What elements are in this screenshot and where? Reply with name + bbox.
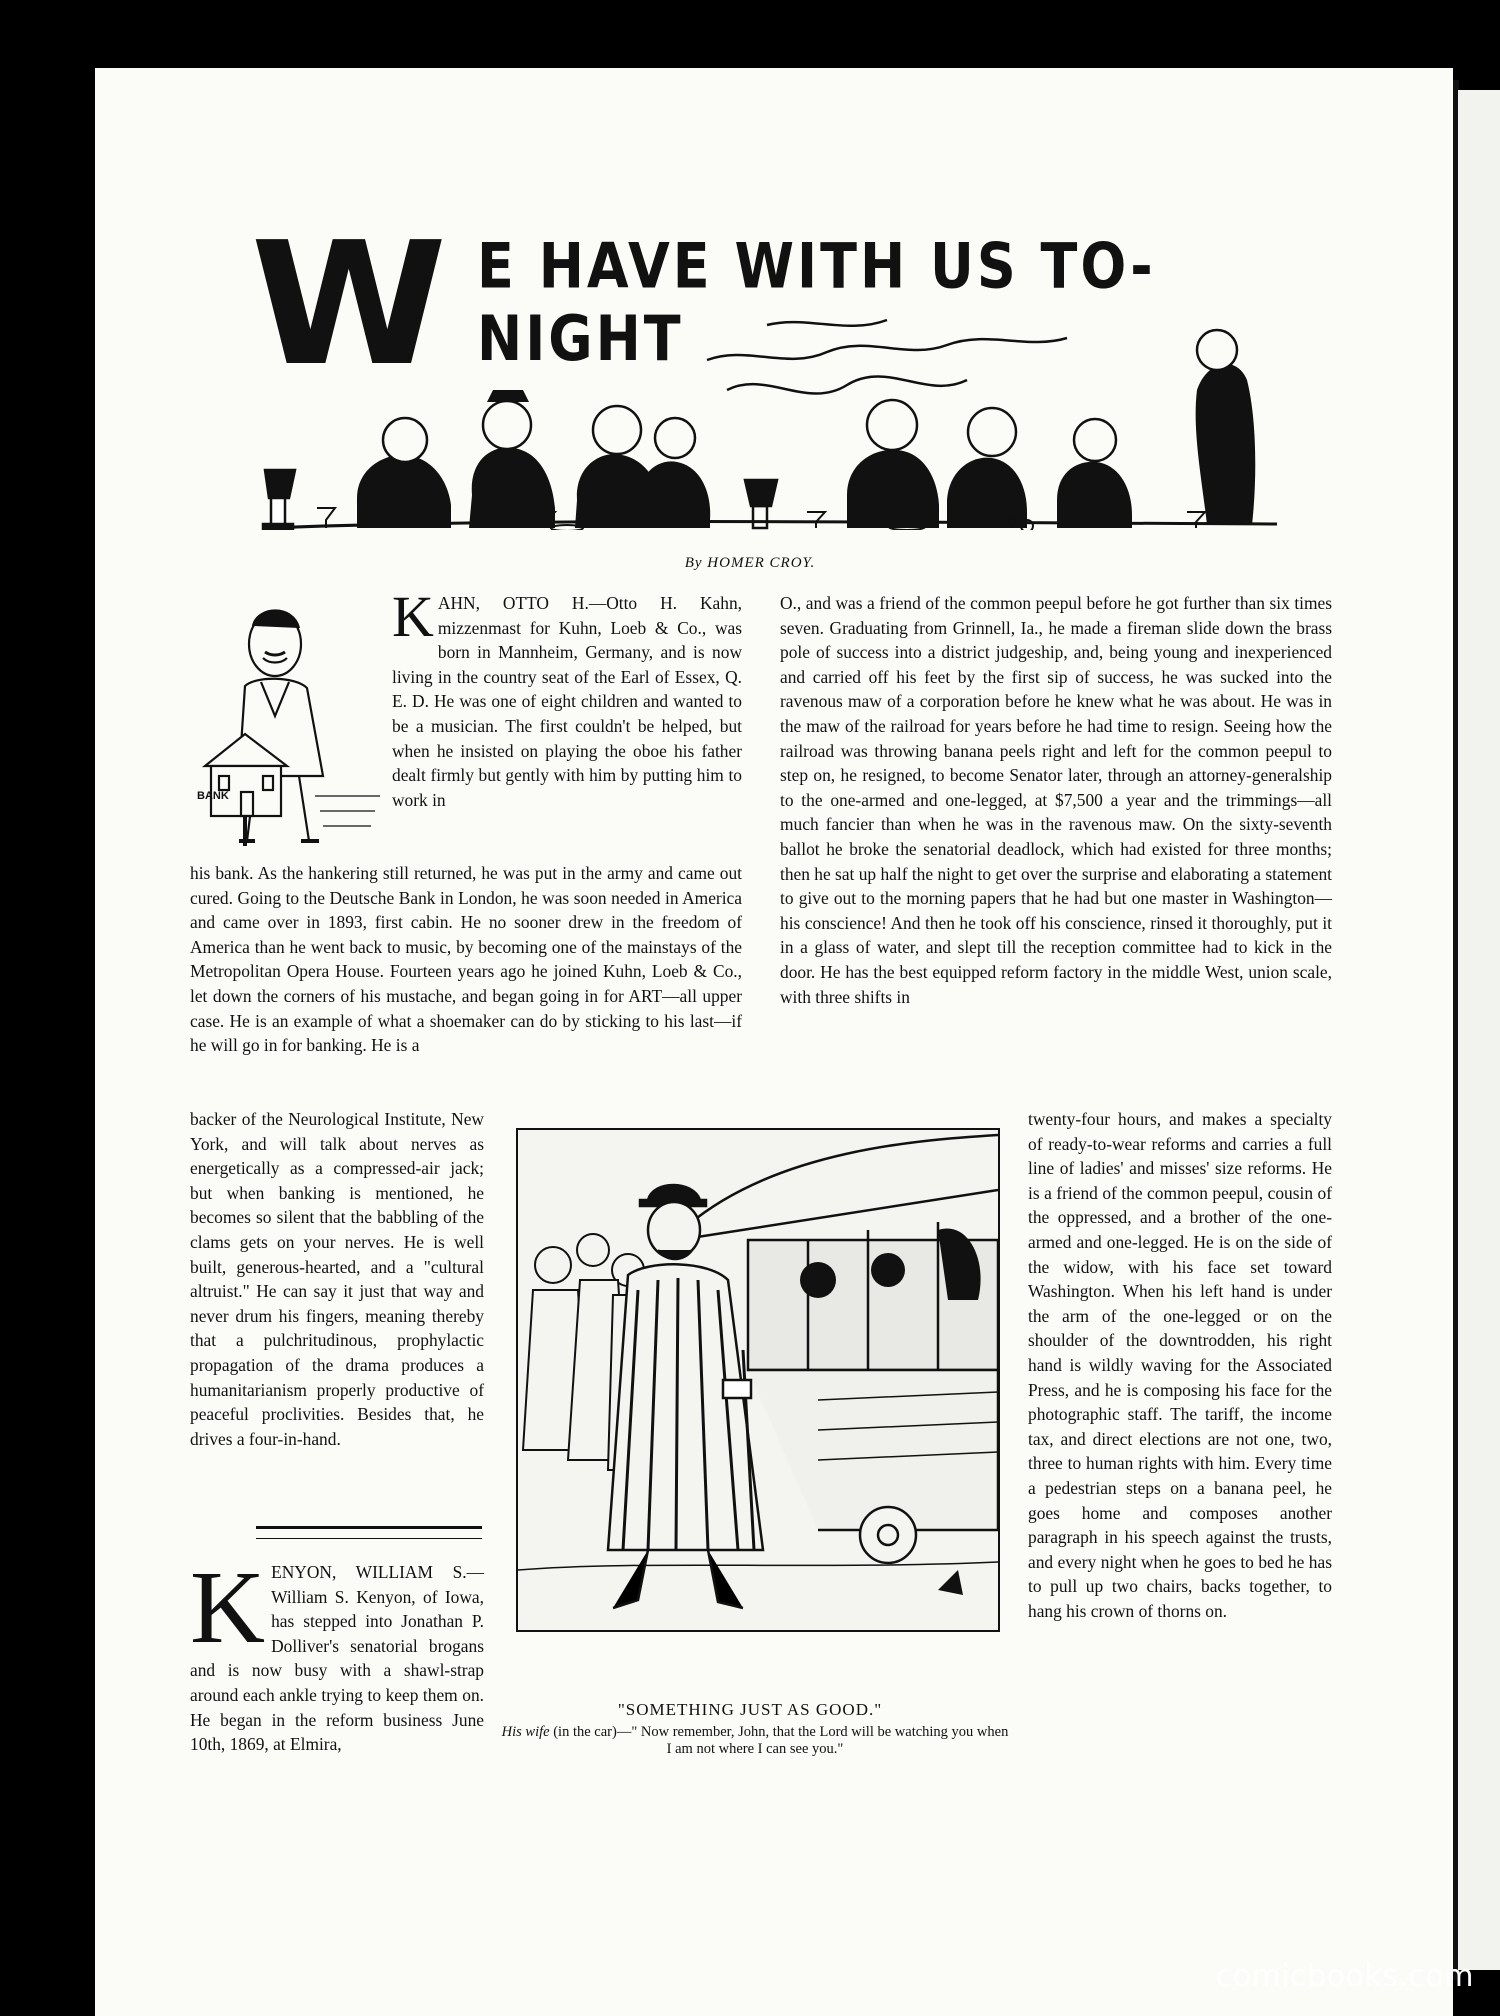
kenyon-text-d: ENYON, WILLIAM S.—William S. Kenyon, of Iowa, has stepped into Jonathan P. Dolliver's senatorial brogans and is now busy with a shawl-strap around each ankle trying to keep them on. He began in the reform business June 10th, 1869, at Elmira, (190, 1562, 484, 1755)
kahn-paragraph-b (190, 861, 742, 1058)
facing-page-edge (1458, 90, 1500, 1970)
kenyon-paragraph-d (190, 1550, 484, 1757)
illustration-caption-text (500, 1724, 1010, 1758)
streetcar-drawing (518, 1130, 998, 1630)
kenyon-paragraph-f (1028, 1107, 1332, 1623)
illustration-caption-title: "SOMETHING JUST AS GOOD." (617, 1700, 883, 1719)
title-initial: W (250, 206, 444, 404)
caption-speaker: His wife (501, 1724, 550, 1740)
section-divider (256, 1526, 482, 1539)
kahn-text-c: backer of the Neurological Institute, New York, and will talk about nerves as energetically as a compressed-air jack; but when banking is mentioned, he becomes so silent that the babbling of the clams gets on your nerves. He is well built, generous-hearted, and a "cultural altruist." He can say it just that way and never drum his fingers, meaning thereby that a pulchritudinous, prophylactic propagation of the drama produces a humanitarianism properly productive of peaceful proclivities. Besides that, he drives a four-in-hand. (190, 1109, 484, 1449)
caption-quote: " Now remember, John, that the Lord will be watching you when I am not where I can see you." (631, 1724, 1009, 1757)
banquet-illustration (207, 290, 1297, 530)
kahn-paragraph-c (190, 1107, 484, 1451)
byline: By HOMER CROY. (684, 555, 816, 571)
kenyon-paragraph-e (780, 591, 1332, 1009)
title-header (155, 150, 1345, 550)
kahn-text-b: his bank. As the hankering still returned, he was put in the army and came out cured. Going to the Deutsche Bank in London, he was soon needed in America and came over in 1893, first cabin. He no sooner drew in the freedom of America than he went back to music, by becoming one of the mainstays of the Metropolitan Opera House. Fourteen years ago he joined Kuhn, Loeb & Co., let down the corners of his mustache, and began going in for ART—all upper case. He is an example of what a shoemaker can do by sticking to his last—if he will go in for banking. He is a (190, 863, 742, 1056)
caption-context: (in the car)— (553, 1724, 632, 1740)
kenyon-text-f: twenty-four hours, and makes a specialty of ready-to-wear reforms and carries a full line of ladies' and misses' size reforms. He is a friend of the common peepul, cousin of the oppressed, and a brother of the one-armed and one-legged. He is on the side of the widow, with his face set toward Washington. When his left hand is under the arm of the one-legged or on the shoulder of the downtrodden, his right hand is wildly waving for the Associated Press, and he is composing his face for the photographic staff. The tariff, the income tax, and direct elections are not one, two, three to human rights with him. Every time a pedestrian steps on a banana peel, he goes home and composes another paragraph in his speech against the trusts, and every night when he goes to bed he has to pull up two chairs, backs together, to hang his crown of thorns on. (1028, 1109, 1332, 1621)
streetcar-illustration (516, 1128, 1000, 1632)
title-text: E HAVE WITH US TO-NIGHT (477, 230, 1156, 375)
kenyon-dropcap: K (190, 1550, 266, 1665)
kahn-text-a: AHN, OTTO H.—Otto H. Kahn, mizzenmast for Kuhn, Loeb & Co., was born in Mannheim, Germany, and is now living in the country seat of the Earl of Essex, Q. E. D. He was one of eight children and wanted to be a musician. The first couldn't be helped, but when he insisted on playing the oboe his father dealt firmly but gently with him by putting him to work in (392, 593, 742, 810)
kahn-paragraph-a (392, 584, 742, 812)
kenyon-text-e: O., and was a friend of the common peepul before he got further than six times seven. Graduating from Grinnell, Ia., he made a fireman slide down the brass pole of success into a district judgeship, and, being young and inexperienced and carried off his feet by the first sip of success, he was sucked into the ravenous maw of a corporation before he knew what he was about. He was in the maw of the railroad for years before he had time to resign. Seeing how the railroad was throwing banana peels right and left for the common peepul to step on, he resigned, to become Senator later, through an attorney-generalship to the one-armed and one-legged, at $7,500 a year and the trimmings—all much fancier than when he was in the ravenous maw. On the sixty-seventh ballot he broke the senatorial deadlock, which had existed for three months; then he sat up half the night to get over the surprise and elaborating a statement to give out to the morning papers that he had but one master in Washington—his conscience! And then he took off his conscience, rinsed it thoroughly, put it in a glass of water, and slept till the reception committee had to kick in the door. He has the best equipped reform factory in the middle West, union scale, with three shifts in (780, 593, 1332, 1007)
bank-sign-text: BANK (197, 790, 229, 802)
site-watermark: comicbooks.com (1215, 1959, 1474, 1994)
kahn-caricature-illustration (195, 596, 385, 851)
kahn-dropcap: K (392, 584, 434, 649)
